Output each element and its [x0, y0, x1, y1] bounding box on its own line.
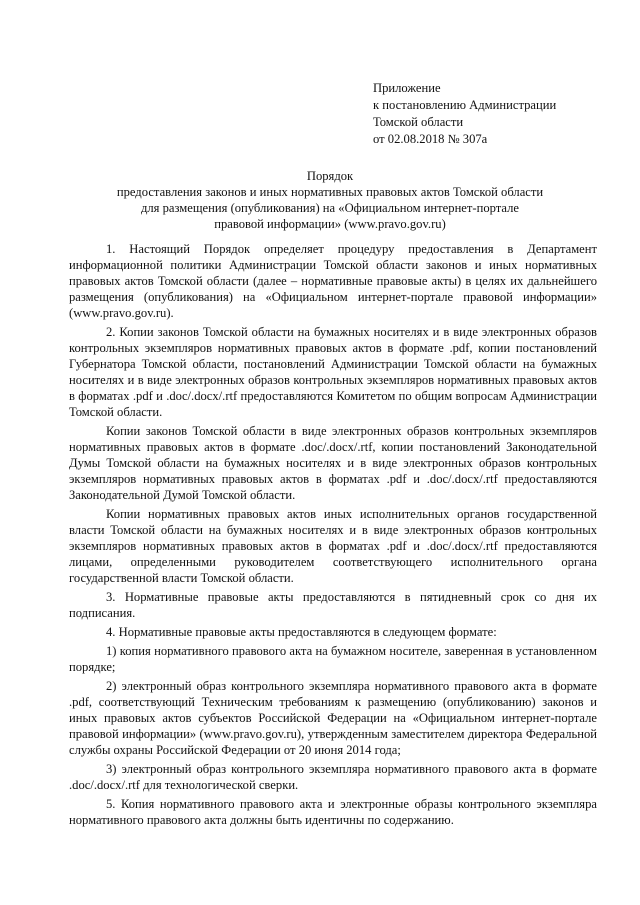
- title-heading: Порядок: [306, 169, 354, 183]
- appendix-date-number: от 02.08.2018 № 307а: [373, 132, 488, 146]
- appendix-resolution: к постановлению Администрации: [373, 98, 557, 112]
- title-line-2: для размещения (опубликования) на «Официальном интернет-портале: [140, 201, 519, 215]
- paragraph-1: 1. Настоящий Порядок определяет процедуру предоставления в Департамент информационной политики Администрации Томской области законов и иных нормативных правовых актов Томской области (далее – нормативные правовые акты) в целях их дальнейшего размещения (опубликования) на «Официальном интернет-портале правовой информации» (www.pravo.gov.ru).: [69, 242, 597, 320]
- paragraph-4: 4. Нормативные правовые акты предоставляются в следующем формате:: [106, 625, 497, 639]
- title-line-3: правовой информации» (www.pravo.gov.ru): [214, 217, 446, 231]
- title-line-1: предоставления законов и иных нормативных правовых актов Томской области: [116, 185, 544, 199]
- appendix-region: Томской области: [373, 115, 464, 129]
- paragraph-5: 5. Копия нормативного правового акта и электронные образы контрольного экземпляра нормативного правового акта должны быть идентичны по содержанию.: [69, 797, 597, 827]
- document-title: [60, 168, 600, 232]
- appendix-label: Приложение: [373, 81, 441, 95]
- paragraph-2-duma: Копии законов Томской области в виде электронных образов контрольных экземпляров нормативных правовых актов в формате .doc/.docx/.rtf, копии постановлений Законодательной Думы Томской области на бумажных носителях и в виде электронных образов контрольных экземпляров нормативных правовых актов в форматах .pdf и .doc/.docx/.rtf предоставляются Законодательной Думой Томской области.: [69, 424, 597, 502]
- appendix-block: [373, 80, 613, 148]
- document-body: [69, 241, 597, 831]
- paragraph-3: 3. Нормативные правовые акты предоставляются в пятидневный срок со дня их подписания.: [69, 590, 597, 620]
- paragraph-2: 2. Копии законов Томской области на бумажных носителях и в виде электронных образов контрольных экземпляров нормативных правовых актов в формате .pdf, копии постановлений Губернатора Томской области, постановлений Администрации Томской области на бумажных носителях и в виде электронных образов контрольных экземпляров нормативных правовых актов в форматах .pdf и .doc/.docx/.rtf предоставляются Комитетом по общим вопросам Администрации Томской области.: [69, 325, 597, 419]
- paragraph-4-item-3: 3) электронный образ контрольного экземпляра нормативного правового акта в формате .doc/.docx/.rtf для технологической сверки.: [69, 762, 597, 792]
- paragraph-4-item-1: 1) копия нормативного правового акта на бумажном носителе, заверенная в установленном порядке;: [69, 644, 597, 674]
- paragraph-2-executive: Копии нормативных правовых актов иных исполнительных органов государственной власти Томской области на бумажных носителях и в виде электронных образов контрольных экземпляров нормативных правовых актов в форматах .pdf и .doc/.docx/.rtf предоставляются лицами, определенными руководителем соответствующего исполнительного органа государственной власти Томской области.: [69, 507, 597, 585]
- paragraph-4-item-2: 2) электронный образ контрольного экземпляра нормативного правового акта в формате .pdf, соответствующий Техническим требованиям к размещению (опубликованию) законов и иных правовых актов субъектов Российской Федерации на «Официальном интернет-портале правовой информации» (www.pravo.gov.ru), утвержденным заместителем директора Федеральной службы охраны Российской Федерации от 20 июня 2014 года;: [69, 679, 597, 757]
